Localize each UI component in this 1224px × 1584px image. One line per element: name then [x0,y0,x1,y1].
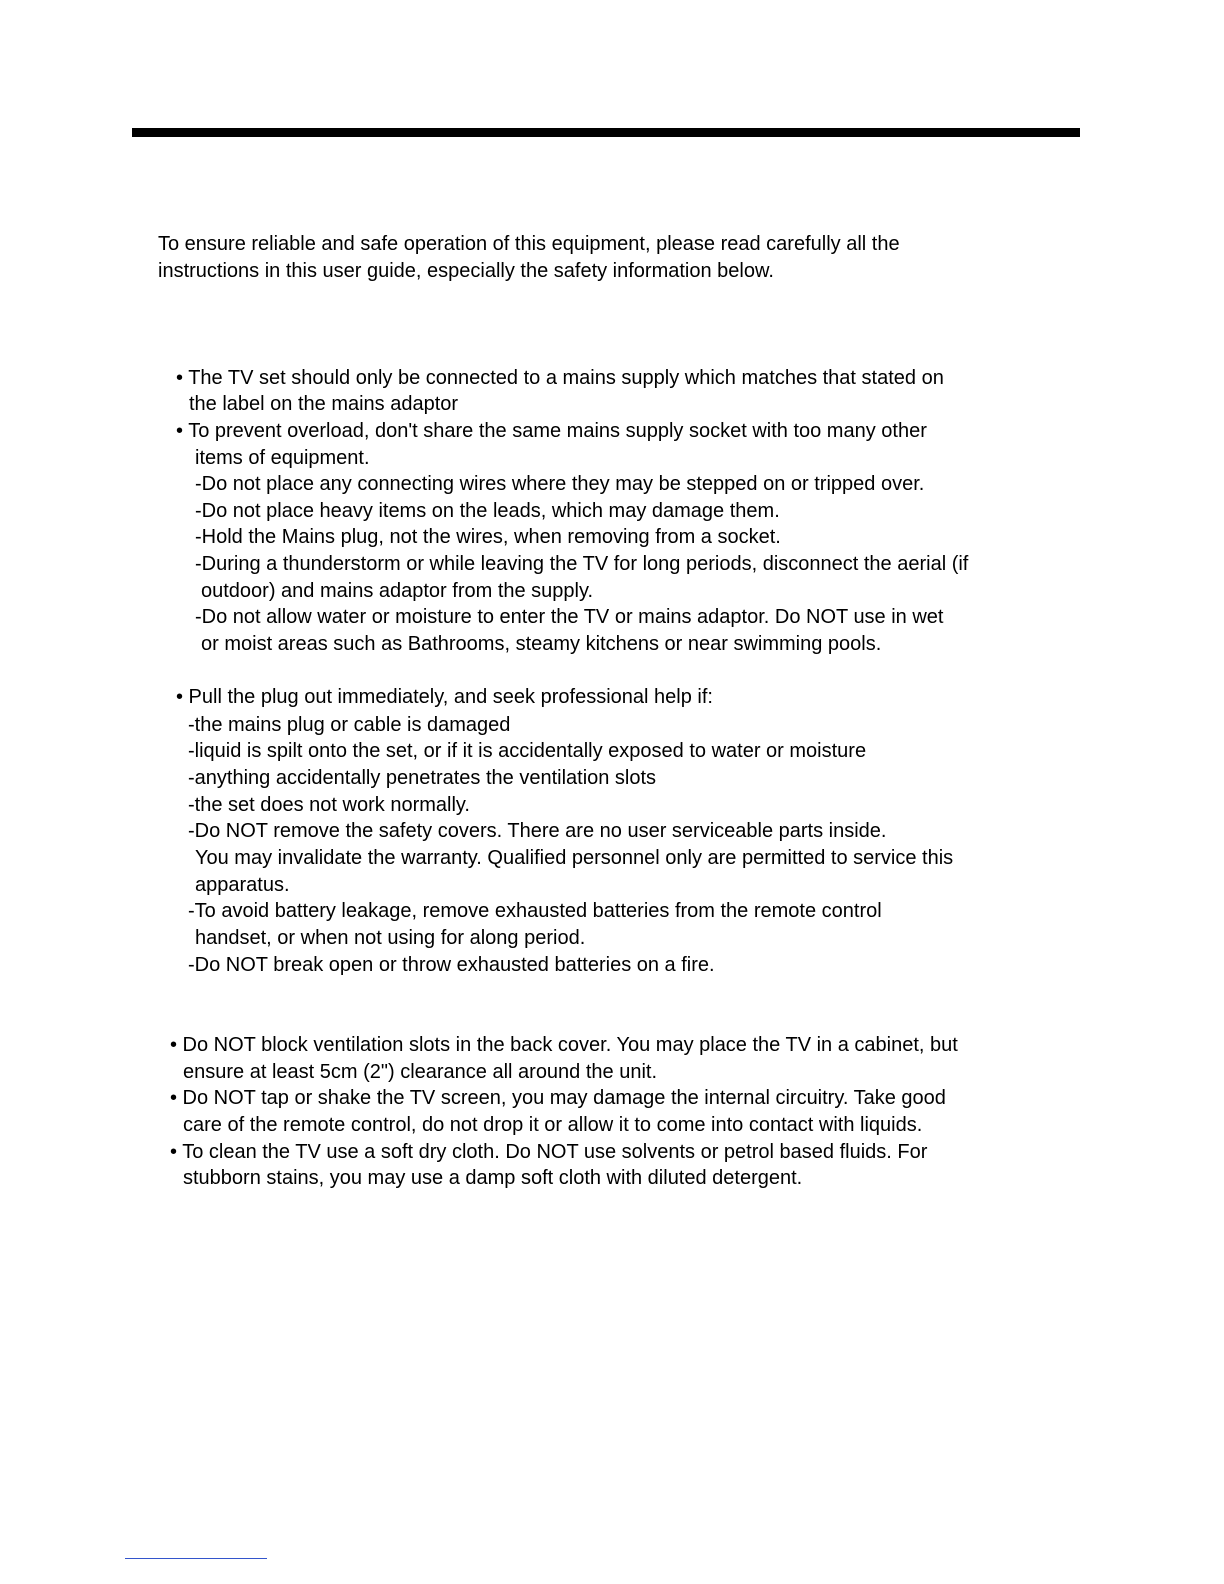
bullet-continuation: stubborn stains, you may use a damp soft cloth with diluted detergent. [183,1167,803,1189]
bullet-pull-plug: • Pull the plug out immediately, and seek professional help if: [176,686,713,708]
sub-item-continuation: handset, or when not using for along period. [195,927,586,949]
sub-item: -During a thunderstorm or while leaving the TV for long periods, disconnect the aerial (if [195,553,969,575]
intro-line: To ensure reliable and safe operation of this equipment, please read carefully all the [158,233,900,255]
sub-item: -Do not place heavy items on the leads, which may damage them. [195,500,780,522]
bullet-continuation: ensure at least 5cm (2") clearance all around the unit. [183,1061,658,1083]
sub-item-continuation: outdoor) and mains adaptor from the supply. [201,580,594,602]
sub-item: -To avoid battery leakage, remove exhausted batteries from the remote control [188,900,882,922]
bullet-overload: • To prevent overload, don't share the same mains supply socket with too many other [176,420,927,442]
sub-item: -Do not allow water or moisture to enter the TV or mains adaptor. Do NOT use in wet [195,606,944,628]
sub-item: -liquid is spilt onto the set, or if it is accidentally exposed to water or moisture [188,740,867,762]
sub-item-continuation: apparatus. [195,874,290,896]
sub-item-continuation: or moist areas such as Bathrooms, steamy kitchens or near swimming pools. [201,633,882,655]
intro-line: instructions in this user guide, especially the safety information below. [158,259,774,282]
bullet-cleaning: • To clean the TV use a soft dry cloth. Do NOT use solvents or petrol based fluids. For [170,1141,928,1163]
bullet-screen: • Do NOT tap or shake the TV screen, you may damage the internal circuitry. Take good [170,1087,946,1109]
sub-item: -the mains plug or cable is damaged [188,714,511,736]
header-rule [132,128,1080,137]
bullet-ventilation: • Do NOT block ventilation slots in the back cover. You may place the TV in a cabinet, but [170,1034,958,1056]
intro-paragraph [158,231,1118,284]
bullet-continuation: items of equipment. [195,447,370,469]
bullet-continuation: the label on the mains adaptor [189,393,459,415]
sub-item: -the set does not work normally. [188,794,470,816]
sub-item-continuation: You may invalidate the warranty. Qualified personnel only are permitted to service this [195,847,954,869]
sub-item: -Hold the Mains plug, not the wires, when removing from a socket. [195,526,781,548]
bullet-mains-supply: • The TV set should only be connected to a mains supply which matches that stated on [176,367,944,389]
sub-item: -Do NOT remove the safety covers. There are no user serviceable parts inside. [188,820,887,842]
sub-item: -anything accidentally penetrates the ventilation slots [188,767,657,789]
bullet-continuation: care of the remote control, do not drop it or allow it to come into contact with liquids. [183,1114,923,1136]
footer-underline [125,1558,267,1559]
sub-item: -Do not place any connecting wires where they may be stepped on or tripped over. [195,473,925,495]
sub-item: -Do NOT break open or throw exhausted batteries on a fire. [188,954,715,976]
